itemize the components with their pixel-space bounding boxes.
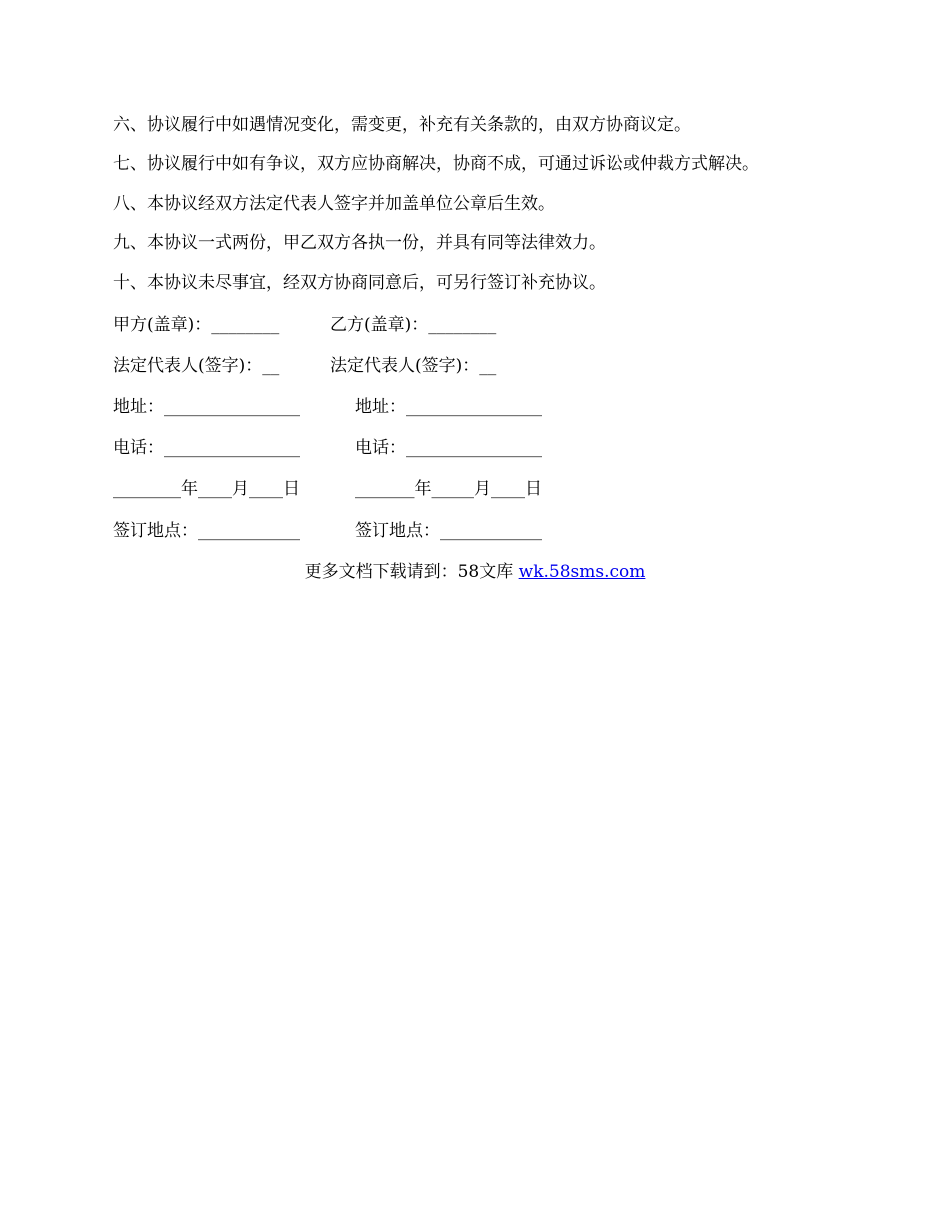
- party-b-date: _______年_____月____日: [355, 479, 542, 499]
- clause-7: 七、协议履行中如有争议，双方应协商解决，协商不成，可通过诉讼或仲裁方式解决。: [113, 154, 759, 174]
- clause-10: 十、本协议未尽事宜，经双方协商同意后，可另行签订补充协议。: [113, 273, 606, 293]
- party-b-representative: 法定代表人(签字)：__: [330, 356, 497, 376]
- party-a-phone: 电话：________________: [113, 438, 300, 458]
- clause-9: 九、本协议一式两份，甲乙双方各执一份，并具有同等法律效力。: [113, 233, 606, 253]
- party-b-seal: 乙方(盖章)：________: [330, 315, 497, 335]
- party-b-address: 地址：________________: [355, 397, 542, 417]
- party-a-address: 地址：________________: [113, 397, 300, 417]
- party-b-signing-place: 签订地点：____________: [355, 521, 542, 541]
- clause-6: 六、协议履行中如遇情况变化，需变更，补充有关条款的，由双方协商议定。: [113, 115, 691, 135]
- party-a-date: ________年____月____日: [113, 479, 300, 499]
- party-a-seal: 甲方(盖章)：________: [113, 315, 280, 335]
- clause-8: 八、本协议经双方法定代表人签字并加盖单位公章后生效。: [113, 194, 555, 214]
- party-a-signing-place: 签订地点：____________: [113, 521, 300, 541]
- footer-text: 更多文档下载请到：58文库: [304, 562, 519, 582]
- party-a-representative: 法定代表人(签字)：__: [113, 356, 280, 376]
- footer-link[interactable]: wk.58sms.com: [518, 562, 646, 582]
- download-footer: [0, 561, 950, 583]
- party-b-phone: 电话：________________: [355, 438, 542, 458]
